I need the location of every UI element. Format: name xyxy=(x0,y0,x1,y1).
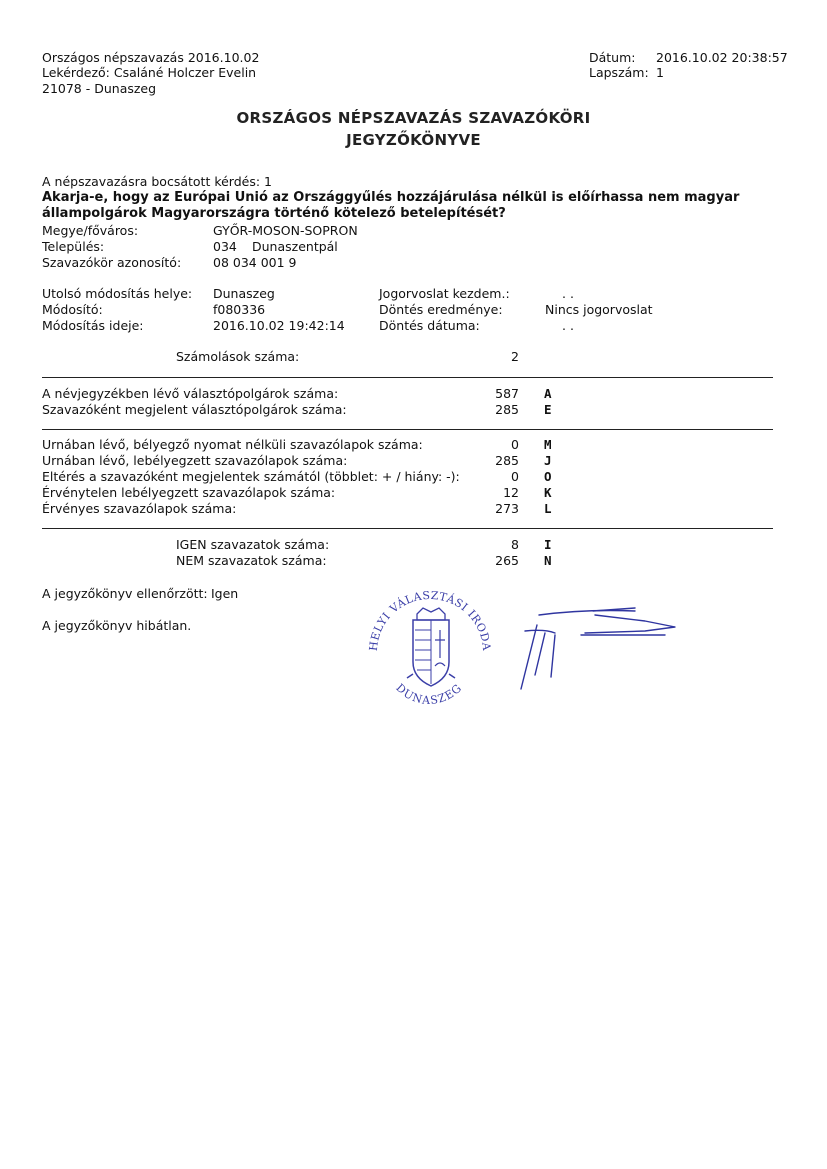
ellenorzott-label: A jegyzőkönyv ellenőrzött: xyxy=(42,586,208,601)
igen-code: I xyxy=(544,537,552,552)
telepules-label: Település: xyxy=(42,239,105,254)
stamp-bottom-text: DUNASZEG xyxy=(393,681,465,708)
lapszam-label: Lapszám: xyxy=(589,65,649,80)
modositas-ideje-label: Módosítás ideje: xyxy=(42,318,144,333)
igen-value: 8 xyxy=(511,537,519,552)
azonosito-value: 08 034 001 9 xyxy=(213,255,297,270)
modosito-value: f080336 xyxy=(213,302,266,317)
section1-row-label: Szavazóként megjelent választópolgárok száma: xyxy=(42,402,347,417)
header-requester: Lekérdező: Csaláné Holczer Evelin xyxy=(42,65,257,80)
question-text-line2: állampolgárok Magyarországra történő kötelező betelepítését? xyxy=(42,206,506,221)
section2-row-value: 273 xyxy=(495,501,519,516)
dontes-datuma-label: Döntés dátuma: xyxy=(379,318,480,333)
section2-row-label: Urnában lévő, lebélyegzett szavazólapok száma: xyxy=(42,453,348,468)
hibatlan-text: A jegyzőkönyv hibátlan. xyxy=(42,618,192,633)
lapszam-value: 1 xyxy=(656,65,664,80)
igen-label: IGEN szavazatok száma: xyxy=(176,537,330,552)
section2-row-value: 0 xyxy=(511,437,519,452)
section1-row-code: E xyxy=(544,402,552,417)
jogorvoslat-value: . . xyxy=(562,286,574,301)
section2-row-code: M xyxy=(544,437,552,452)
jogorvoslat-label: Jogorvoslat kezdem.: xyxy=(379,286,510,301)
stamp-top-text: HELYI VÁLASZTÁSI IRODA xyxy=(366,588,494,652)
nem-label: NEM szavazatok száma: xyxy=(176,553,327,568)
divider-3 xyxy=(42,528,773,529)
section2-row-label: Eltérés a szavazóként megjelentek számától (többlet: + / hiány: -): xyxy=(42,469,460,484)
azonosito-label: Szavazókör azonosító: xyxy=(42,255,182,270)
szamolasok-label: Számolások száma: xyxy=(176,349,300,364)
ellenorzott-value: Igen xyxy=(211,586,239,601)
dontes-eredmenye-label: Döntés eredménye: xyxy=(379,302,503,317)
section1-row-value: 587 xyxy=(495,386,519,401)
document-title-line2: JEGYZŐKÖNYVE xyxy=(346,131,481,149)
modositas-ideje-value: 2016.10.02 19:42:14 xyxy=(213,318,345,333)
megye-label: Megye/főváros: xyxy=(42,223,139,238)
handwritten-signature xyxy=(515,605,695,695)
section2-row-label: Urnában lévő, bélyegző nyomat nélküli szavazólapok száma: xyxy=(42,437,423,452)
modositas-hely-label: Utolsó módosítás helye: xyxy=(42,286,193,301)
divider-2 xyxy=(42,429,773,430)
section2-row-code: K xyxy=(544,485,552,500)
official-stamp xyxy=(355,590,495,715)
section2-row-value: 12 xyxy=(503,485,519,500)
question-label: A népszavazásra bocsátott kérdés: 1 xyxy=(42,174,272,189)
megye-value: GYŐR-MOSON-SOPRON xyxy=(213,223,358,238)
section2-row-value: 0 xyxy=(511,469,519,484)
datum-label: Dátum: xyxy=(589,50,636,65)
dontes-eredmenye-value: Nincs jogorvoslat xyxy=(545,302,653,317)
telepules-name: Dunaszentpál xyxy=(252,239,338,254)
telepules-code: 034 xyxy=(213,239,237,254)
document-title-line1: ORSZÁGOS NÉPSZAVAZÁS SZAVAZÓKÖRI xyxy=(236,109,591,127)
header-locality: 21078 - Dunaszeg xyxy=(42,81,157,96)
section1-row-code: A xyxy=(544,386,552,401)
section2-row-code: O xyxy=(544,469,552,484)
divider-1 xyxy=(42,377,773,378)
section1-row-label: A névjegyzékben lévő választópolgárok száma: xyxy=(42,386,339,401)
section2-row-label: Érvényes szavazólapok száma: xyxy=(42,501,237,516)
section2-row-label: Érvénytelen lebélyegzett szavazólapok száma: xyxy=(42,485,336,500)
header-election-name: Országos népszavazás 2016.10.02 xyxy=(42,50,260,65)
nem-value: 265 xyxy=(495,553,519,568)
section2-row-code: J xyxy=(544,453,552,468)
section1-row-value: 285 xyxy=(495,402,519,417)
szamolasok-value: 2 xyxy=(511,349,519,364)
section2-row-value: 285 xyxy=(495,453,519,468)
nem-code: N xyxy=(544,553,552,568)
modositas-hely-value: Dunaszeg xyxy=(213,286,275,301)
dontes-datuma-value: . . xyxy=(562,318,574,333)
datum-value: 2016.10.02 20:38:57 xyxy=(656,50,788,65)
section2-row-code: L xyxy=(544,501,552,516)
question-text-line1: Akarja-e, hogy az Európai Unió az Országgyűlés hozzájárulása nélkül is előírhassa nem magyar xyxy=(42,190,740,205)
modosito-label: Módosító: xyxy=(42,302,103,317)
